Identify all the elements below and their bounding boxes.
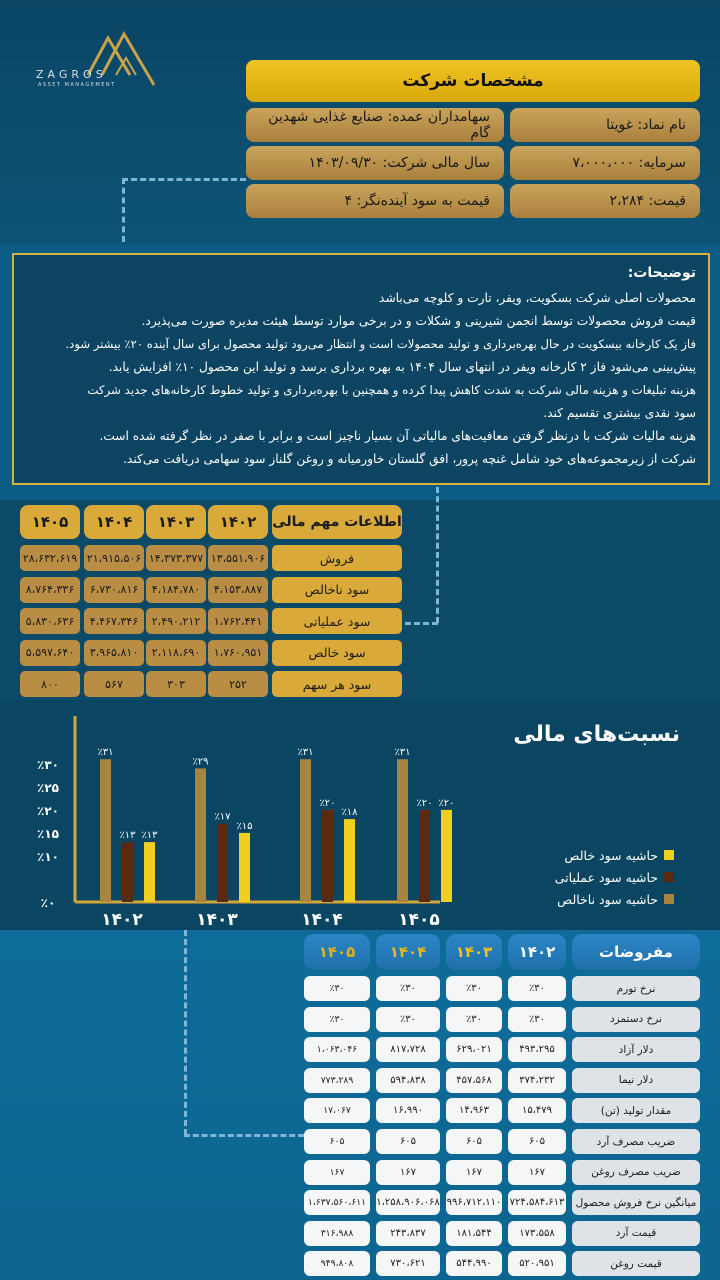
description-line: محصولات اصلی شرکت بسکویت، ویفر، تارت و کلوچه می‌باشد <box>379 291 696 305</box>
assumptions-cell: ۱۵،۴۷۹ <box>508 1098 566 1123</box>
assumptions-row-label: ضریب مصرف آرد <box>572 1129 700 1154</box>
assumptions-cell: ۶۰۵ <box>446 1129 502 1154</box>
assumptions-row-label: میانگین نرخ فروش محصول <box>572 1190 700 1215</box>
assumptions-cell: ۴۵۷،۵۶۸ <box>446 1068 502 1093</box>
assumptions-row-label: ضریب مصرف روغن <box>572 1160 700 1185</box>
assumptions-cell: ٪۳۰ <box>446 1007 502 1032</box>
financials-header: اطلاعات مهم مالی <box>272 505 402 539</box>
assumptions-cell: ۲۴۳،۸۳۷ <box>376 1221 440 1246</box>
connector-line <box>122 178 246 181</box>
assumptions-row-label: قیمت روغن <box>572 1251 700 1276</box>
connector-line <box>405 622 438 625</box>
x-tick-label: ۱۴۰۴ <box>301 910 343 930</box>
chart-title: نسبت‌های مالی <box>513 722 680 747</box>
assumptions-cell: ۶۲۹،۰۲۱ <box>446 1037 502 1062</box>
financials-row-label: سود خالص <box>272 640 402 666</box>
assumptions-year-header: ۱۴۰۴ <box>376 934 440 970</box>
financials-cell: ۲،۱۱۸،۶۹۰ <box>146 640 206 666</box>
assumptions-cell: ۱۶۷ <box>508 1160 566 1185</box>
assumptions-cell: ۵۴۴،۹۹۰ <box>446 1251 502 1276</box>
financials-cell: ۵۶۷ <box>84 671 144 697</box>
assumptions-cell: ۱،۲۵۸،۹۰۶،۰۶۸ <box>376 1190 440 1215</box>
assumptions-cell: ٪۳۰ <box>304 976 370 1001</box>
symbol-field: نام نماد: غویتا <box>510 108 700 142</box>
description-line: شرکت از زیرمجموعه‌های خود شامل غنچه پرور، افق گلستان خاورمیانه و روغن گلناز سود سهامی دریافت می‌کند. <box>123 452 696 466</box>
assumptions-cell: ۱۴،۹۶۳ <box>446 1098 502 1123</box>
bar-data-label: ٪۳۱ <box>297 747 314 759</box>
financials-cell: ۱۴،۳۷۳،۳۷۷ <box>146 545 206 571</box>
financials-year-header: ۱۴۰۴ <box>84 505 144 539</box>
bar-data-label: ٪۲۰ <box>416 797 433 809</box>
assumptions-cell: ۸۱۷،۷۲۸ <box>376 1037 440 1062</box>
financials-cell: ۱،۷۶۲،۴۴۱ <box>208 608 268 634</box>
bar-0 <box>100 759 111 902</box>
financials-cell: ۲۱،۹۱۵،۵۰۶ <box>84 545 144 571</box>
financials-year-header: ۱۴۰۵ <box>20 505 80 539</box>
bar-1 <box>122 842 133 902</box>
bar-2 <box>239 833 250 902</box>
description-line: قیمت فروش محصولات توسط انجمن شیرینی و شکلات و در برخی موارد توسط هیئت مدیره صورت می‌پذیرد. <box>141 314 696 328</box>
legend-swatch <box>664 850 674 860</box>
assumptions-cell: ٪۳۰ <box>304 1007 370 1032</box>
financials-cell: ۳۰۳ <box>146 671 206 697</box>
y-tick-label: ٪۲۵ <box>37 780 59 795</box>
assumptions-cell: ۱۶۷ <box>304 1160 370 1185</box>
bar-data-label: ٪۱۳ <box>119 830 136 842</box>
ratios-chart <box>0 700 720 930</box>
assumptions-cell: ۱،۰۶۳،۰۴۶ <box>304 1037 370 1062</box>
financials-cell: ۸،۷۶۴،۳۳۶ <box>20 577 80 603</box>
bar-data-label: ٪۱۳ <box>141 830 158 842</box>
legend-label: حاشیه سود ناخالص <box>557 892 658 907</box>
bar-data-label: ٪۳۱ <box>394 747 411 759</box>
bar-2 <box>441 810 452 902</box>
assumptions-cell: ۶۰۵ <box>376 1129 440 1154</box>
bar-1 <box>217 824 228 902</box>
financials-cell: ۱۳،۵۵۱،۹۰۶ <box>208 545 268 571</box>
financials-cell: ۴،۴۶۷،۳۴۶ <box>84 608 144 634</box>
assumptions-row-label: نرخ تورم <box>572 976 700 1001</box>
assumptions-row-label: دلار آزاد <box>572 1037 700 1062</box>
legend-swatch <box>664 894 674 904</box>
description-title: توضیحات: <box>627 265 696 281</box>
assumptions-cell: ۱۸۱،۵۴۴ <box>446 1221 502 1246</box>
bar-2 <box>344 819 355 902</box>
logo-tagline: ASSET MANAGEMENT <box>38 82 116 88</box>
bar-2 <box>144 842 155 902</box>
y-tick-label: ٪۳۰ <box>37 757 59 772</box>
financials-cell: ۱،۷۶۰،۹۵۱ <box>208 640 268 666</box>
bar-data-label: ٪۱۸ <box>341 807 358 819</box>
financials-cell: ۵،۵۹۷،۶۴۰ <box>20 640 80 666</box>
assumptions-cell: ۱۶۷ <box>446 1160 502 1185</box>
bar-data-label: ٪۲۰ <box>438 797 455 809</box>
y-tick-label: ٪۱۰ <box>37 849 59 864</box>
assumptions-cell: ۵۹۴،۸۳۸ <box>376 1068 440 1093</box>
assumptions-cell: ۶۰۵ <box>304 1129 370 1154</box>
assumptions-cell: ۱۶،۹۹۰ <box>376 1098 440 1123</box>
assumptions-year-header: ۱۴۰۵ <box>304 934 370 970</box>
assumptions-cell: ٪۳۰ <box>508 976 566 1001</box>
x-tick-label: ۱۴۰۲ <box>101 910 143 930</box>
y-tick-label: ٪۱۵ <box>37 826 59 841</box>
assumptions-row-label: قیمت آرد <box>572 1221 700 1246</box>
financials-row-label: سود هر سهم <box>272 671 402 697</box>
assumptions-cell: ۹۴۹،۸۰۸ <box>304 1251 370 1276</box>
bar-0 <box>300 759 311 902</box>
assumptions-cell: ۴۹۳،۲۹۵ <box>508 1037 566 1062</box>
description-box <box>12 253 710 485</box>
y-tick-label: ٪۰ <box>40 896 56 910</box>
assumptions-cell: ۶۰۵ <box>508 1129 566 1154</box>
y-tick-label: ٪۲۰ <box>37 803 59 818</box>
x-tick-label: ۱۴۰۵ <box>398 910 440 930</box>
assumptions-cell: ۳۱۶،۹۸۸ <box>304 1221 370 1246</box>
financials-cell: ۸۰۰ <box>20 671 80 697</box>
description-line: هزینه مالیات شرکت با درنظر گرفتن معافیت‌های مالیاتی آن بسیار ناچیز است و برابر با صفر در نظر گرفته شده است. <box>99 429 696 443</box>
assumptions-cell: ٪۳۰ <box>446 976 502 1001</box>
assumptions-row-label: مقدار تولید (تن) <box>572 1098 700 1123</box>
assumptions-cell: ٪۳۰ <box>376 1007 440 1032</box>
description-line: پیش‌بینی می‌شود فاز ۲ کارخانه ویفر در انتهای سال ۱۴۰۴ به بهره برداری برسد و تولید این محصول ۱۰٪ افزایش یابد. <box>108 360 696 374</box>
assumptions-cell: ۵۲۰،۹۵۱ <box>508 1251 566 1276</box>
description-line: هزینه تبلیغات و هزینه مالی شرکت به شدت کاهش پیدا کرده و همچنین با بهره‌برداری و تولید خطوط کارخانه‌های جدید شرکت <box>87 383 696 397</box>
shareholder-field: سهامداران عمده: صنایع غذایی شهدین گام <box>246 108 504 142</box>
connector-line <box>436 487 439 623</box>
bar-data-label: ٪۲۰ <box>319 797 336 809</box>
assumptions-cell: ۷۳۰،۶۲۱ <box>376 1251 440 1276</box>
fiscal-year-field: سال مالی شرکت: ۱۴۰۳/۰۹/۳۰ <box>246 146 504 180</box>
assumptions-cell: ۱۶۷ <box>376 1160 440 1185</box>
pe-field: قیمت به سود آینده‌نگر: ۴ <box>246 184 504 218</box>
connector-line <box>184 1134 304 1137</box>
assumptions-header: مفروضات <box>572 934 700 970</box>
capital-field: سرمایه: ۷،۰۰۰،۰۰۰ <box>510 146 700 180</box>
x-tick-label: ۱۴۰۳ <box>196 910 238 930</box>
connector-line <box>184 930 187 1135</box>
assumptions-cell: ۷۷۳،۲۸۹ <box>304 1068 370 1093</box>
legend-label: حاشیه سود عملیاتی <box>554 870 658 885</box>
legend-label: حاشیه سود خالص <box>564 848 658 863</box>
bar-0 <box>397 759 408 902</box>
financials-row-label: سود ناخالص <box>272 577 402 603</box>
financials-cell: ۵،۸۳۰،۶۳۶ <box>20 608 80 634</box>
financials-year-header: ۱۴۰۳ <box>146 505 206 539</box>
financials-cell: ۲۵۲ <box>208 671 268 697</box>
assumptions-cell: ۷۲۴،۵۸۴،۶۱۳ <box>508 1190 566 1215</box>
bar-data-label: ٪۱۷ <box>214 811 231 823</box>
financials-row-label: فروش <box>272 545 402 571</box>
financials-year-header: ۱۴۰۲ <box>208 505 268 539</box>
description-line: سود نقدی بیشتری تقسیم کند. <box>543 406 696 420</box>
assumptions-cell: ۱،۶۳۷،۵۶۰،۶۱۱ <box>304 1190 370 1215</box>
assumptions-cell: ۳۷۴،۲۳۲ <box>508 1068 566 1093</box>
bar-data-label: ٪۳۱ <box>97 747 114 759</box>
bar-data-label: ٪۲۹ <box>192 756 209 768</box>
bar-1 <box>419 810 430 902</box>
logo-brand: ZAGROS <box>36 68 107 81</box>
zagros-logo <box>30 30 160 95</box>
connector-line <box>122 178 125 242</box>
assumptions-year-header: ۱۴۰۲ <box>508 934 566 970</box>
assumptions-cell: ٪۳۰ <box>376 976 440 1001</box>
description-line: فاز یک کارخانه بیسکویت در حال بهره‌برداری و تولید محصولات است و انتظار می‌رود تولید محصول برای سال آینده ۲۰٪ بیشتر شود. <box>65 337 696 351</box>
financials-cell: ۴،۱۵۳،۸۸۷ <box>208 577 268 603</box>
financials-cell: ۴،۱۸۴،۷۸۰ <box>146 577 206 603</box>
financials-row-label: سود عملیاتی <box>272 608 402 634</box>
assumptions-cell: ۱۷،۰۶۷ <box>304 1098 370 1123</box>
assumptions-row-label: نرخ دستمزد <box>572 1007 700 1032</box>
financials-cell: ۳،۹۶۵،۸۱۰ <box>84 640 144 666</box>
assumptions-cell: ٪۳۰ <box>508 1007 566 1032</box>
assumptions-year-header: ۱۴۰۳ <box>446 934 502 970</box>
financials-cell: ۲۸،۶۳۲،۶۱۹ <box>20 545 80 571</box>
assumptions-cell: ۱۷۳،۵۵۸ <box>508 1221 566 1246</box>
bar-0 <box>195 768 206 902</box>
price-field: قیمت: ۲،۲۸۴ <box>510 184 700 218</box>
assumptions-cell: ۹۹۶،۷۱۲،۱۱۰ <box>446 1190 502 1215</box>
financials-cell: ۲،۴۹۰،۲۱۲ <box>146 608 206 634</box>
bar-data-label: ٪۱۵ <box>236 820 253 832</box>
legend-swatch <box>664 872 674 882</box>
financials-cell: ۶،۷۳۰،۸۱۶ <box>84 577 144 603</box>
bar-1 <box>322 810 333 902</box>
company-section-title: مشخصات شرکت <box>246 60 700 102</box>
assumptions-row-label: دلار نیما <box>572 1068 700 1093</box>
